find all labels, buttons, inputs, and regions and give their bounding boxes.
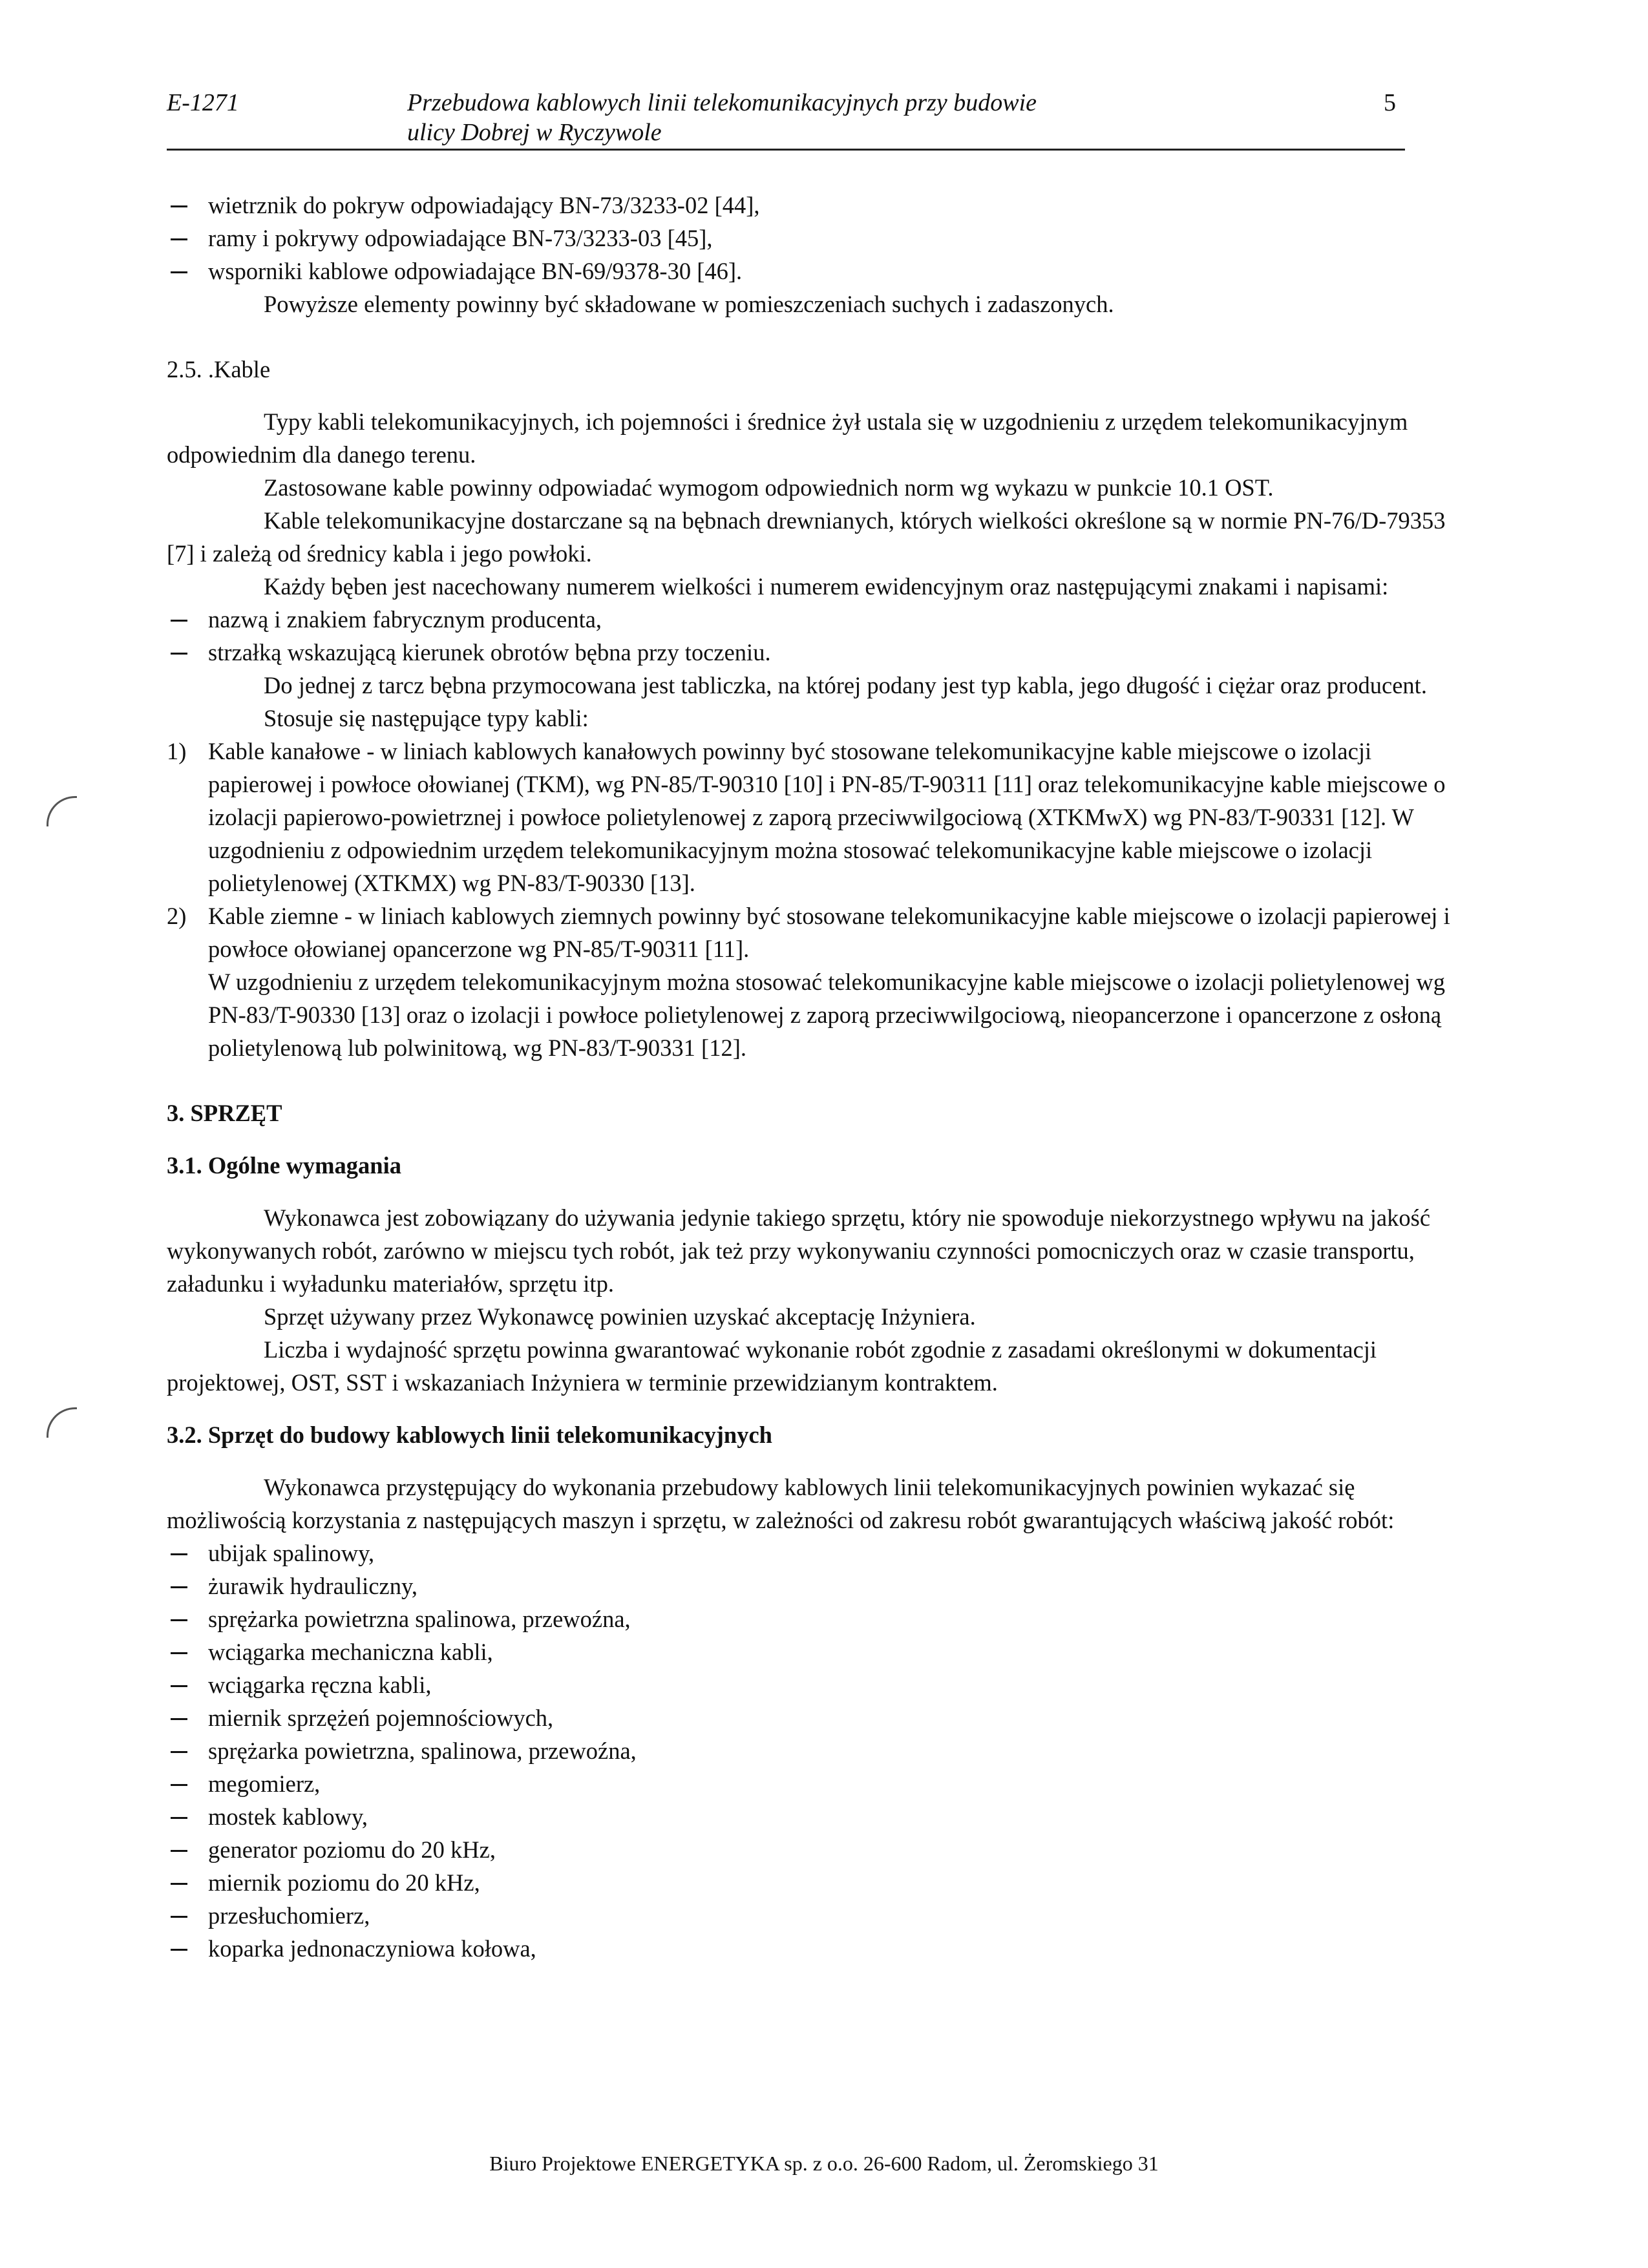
list-item: sprężarka powietrzna spalinowa, przewoźna,: [167, 1602, 1453, 1635]
paragraph: W uzgodnieniu z urzędem telekomunikacyjnym można stosować telekomunikacyjne kable miejscowe o izolacji polietylenowej wg PN-83/T-90330 [13] oraz o izolacji i powłoce polietylenowej z zaporą przeciwwilgociową, nieopancerzone i opancerzone z osłoną polietylenową lub polwinitową, wg PN-83/T-90331 [12].: [208, 969, 1445, 1061]
list-item: koparka jednonaczyniowa kołowa,: [167, 1932, 1453, 1965]
document-code: E-1271: [167, 89, 239, 116]
list-item: strzałką wskazującą kierunek obrotów bębna przy toczeniu.: [167, 636, 1453, 669]
paragraph: Do jednej z tarcz bębna przymocowana jest tabliczka, na której podany jest typ kabla, jego długość i ciężar oraz producent.: [264, 672, 1427, 698]
paragraph: Sprzęt używany przez Wykonawcę powinien uzyskać akceptację Inżyniera.: [264, 1303, 976, 1330]
list-item: wciągarka mechaniczna kabli,: [167, 1635, 1453, 1668]
numbered-item-text: Kable kanałowe - w liniach kablowych kanałowych powinny być stosowane telekomunikacyjne kable miejscowe o izolacji papierowej i powłoce ołowianej (TKM), wg PN-85/T-90310 [10] i PN-85/T-90311 [11] oraz telekomunikacyjne kable miejscowe o izolacji papierowo-powietrznej i powłoce polietylenowej z zaporą przeciwwilgociową (XTKMwX) wg PN-83/T-90331 [12]. W uzgodnieniu z odpowiednim urzędem telekomunikacyjnym można stosować telekomunikacyjne kable miejscowe o izolacji polietylenowej (XTKMX) wg PN-83/T-90330 [13].: [208, 738, 1446, 896]
paragraph: Stosuje się następujące typy kabli:: [264, 705, 589, 731]
section-heading: 2.5. .Kable: [167, 356, 271, 383]
paragraph: Typy kabli telekomunikacyjnych, ich pojemności i średnice żył ustala się w uzgodnieniu z urzędem telekomunikacyjnym odpowiednim dla danego terenu.: [167, 408, 1408, 468]
numbered-item-text: Kable ziemne - w liniach kablowych ziemnych powinny być stosowane telekomunikacyjne kable miejscowe o izolacji papierowej i powłoce ołowianej opancerzone wg PN-85/T-90311 [11].: [208, 903, 1450, 962]
list-item: generator poziomu do 20 kHz,: [167, 1833, 1453, 1866]
subsection-heading: 3.1. Ogólne wymagania: [167, 1152, 401, 1179]
paragraph: Wykonawca przystępujący do wykonania przebudowy kablowych linii telekomunikacyjnych powinien wykazać się możliwością korzystania z następujących maszyn i sprzętu, w zależności od zakresu robót gwarantujących właściwą jakość robót:: [167, 1474, 1395, 1533]
document-title-line2: ulicy Dobrej w Ryczywole: [407, 119, 662, 146]
list-item: miernik poziomu do 20 kHz,: [167, 1866, 1453, 1899]
page-number: 5: [1384, 89, 1396, 116]
page-footer: Biuro Projektowe ENERGETYKA sp. z o.o. 26-600 Radom, ul. Żeromskiego 31: [489, 2152, 1159, 2175]
numbered-item-label: 2): [167, 903, 187, 929]
list-item: wciągarka ręczna kabli,: [167, 1668, 1453, 1701]
document-body: [167, 189, 1453, 1965]
numbered-item-label: 1): [167, 738, 187, 764]
paragraph: Wykonawca jest zobowiązany do używania jedynie takiego sprzętu, który nie spowoduje niekorzystnego wpływu na jakość wykonywanych robót, zarówno w miejscu tych robót, jak też przy wykonywaniu czynności pomocniczych oraz w czasie transportu, załadunku i wyładunku materiałów, sprzętu itp.: [167, 1204, 1431, 1297]
scan-mark: [47, 1407, 77, 1438]
list-item: wsporniki kablowe odpowiadające BN-69/9378-30 [46].: [167, 255, 1453, 288]
numbered-item: [167, 735, 1453, 899]
paragraph: Każdy bęben jest nacechowany numerem wielkości i numerem ewidencyjnym oraz następującymi znakami i napisami:: [264, 573, 1389, 600]
document-title-line1: Przebudowa kablowych linii telekomunikacyjnych przy budowie: [407, 89, 1037, 116]
list-item: przesłuchomierz,: [167, 1899, 1453, 1932]
list-item: sprężarka powietrzna, spalinowa, przewoźna,: [167, 1734, 1453, 1767]
numbered-item: [167, 899, 1453, 965]
paragraph: Kable telekomunikacyjne dostarczane są na bębnach drewnianych, których wielkości określone są w normie PN-76/D-79353 [7] i zależą od średnicy kabla i jego powłoki.: [167, 507, 1446, 567]
paragraph: Powyższe elementy powinny być składowane w pomieszczeniach suchych i zadaszonych.: [264, 291, 1114, 317]
section-heading: 3. SPRZĘT: [167, 1100, 282, 1126]
list-item: megomierz,: [167, 1767, 1453, 1800]
list-item: ubijak spalinowy,: [167, 1537, 1453, 1570]
subsection-heading: 3.2. Sprzęt do budowy kablowych linii telekomunikacyjnych: [167, 1422, 772, 1448]
list-item: żurawik hydrauliczny,: [167, 1570, 1453, 1602]
paragraph: Liczba i wydajność sprzętu powinna gwarantować wykonanie robót zgodnie z zasadami określonymi w dokumentacji projektowej, OST, SST i wskazaniach Inżyniera w terminie przewidzianym kontraktem.: [167, 1336, 1377, 1396]
list-item: ramy i pokrywy odpowiadające BN-73/3233-03 [45],: [167, 222, 1453, 255]
document-title: [407, 88, 1405, 147]
page-header: [167, 88, 1405, 151]
list-item: wietrznik do pokryw odpowiadający BN-73/3233-02 [44],: [167, 189, 1453, 222]
list-item: miernik sprzężeń pojemnościowych,: [167, 1701, 1453, 1734]
scan-mark: [47, 796, 77, 826]
paragraph: Zastosowane kable powinny odpowiadać wymogom odpowiednich norm wg wykazu w punkcie 10.1 OST.: [264, 474, 1274, 501]
list-item: nazwą i znakiem fabrycznym producenta,: [167, 603, 1453, 636]
list-item: mostek kablowy,: [167, 1800, 1453, 1833]
